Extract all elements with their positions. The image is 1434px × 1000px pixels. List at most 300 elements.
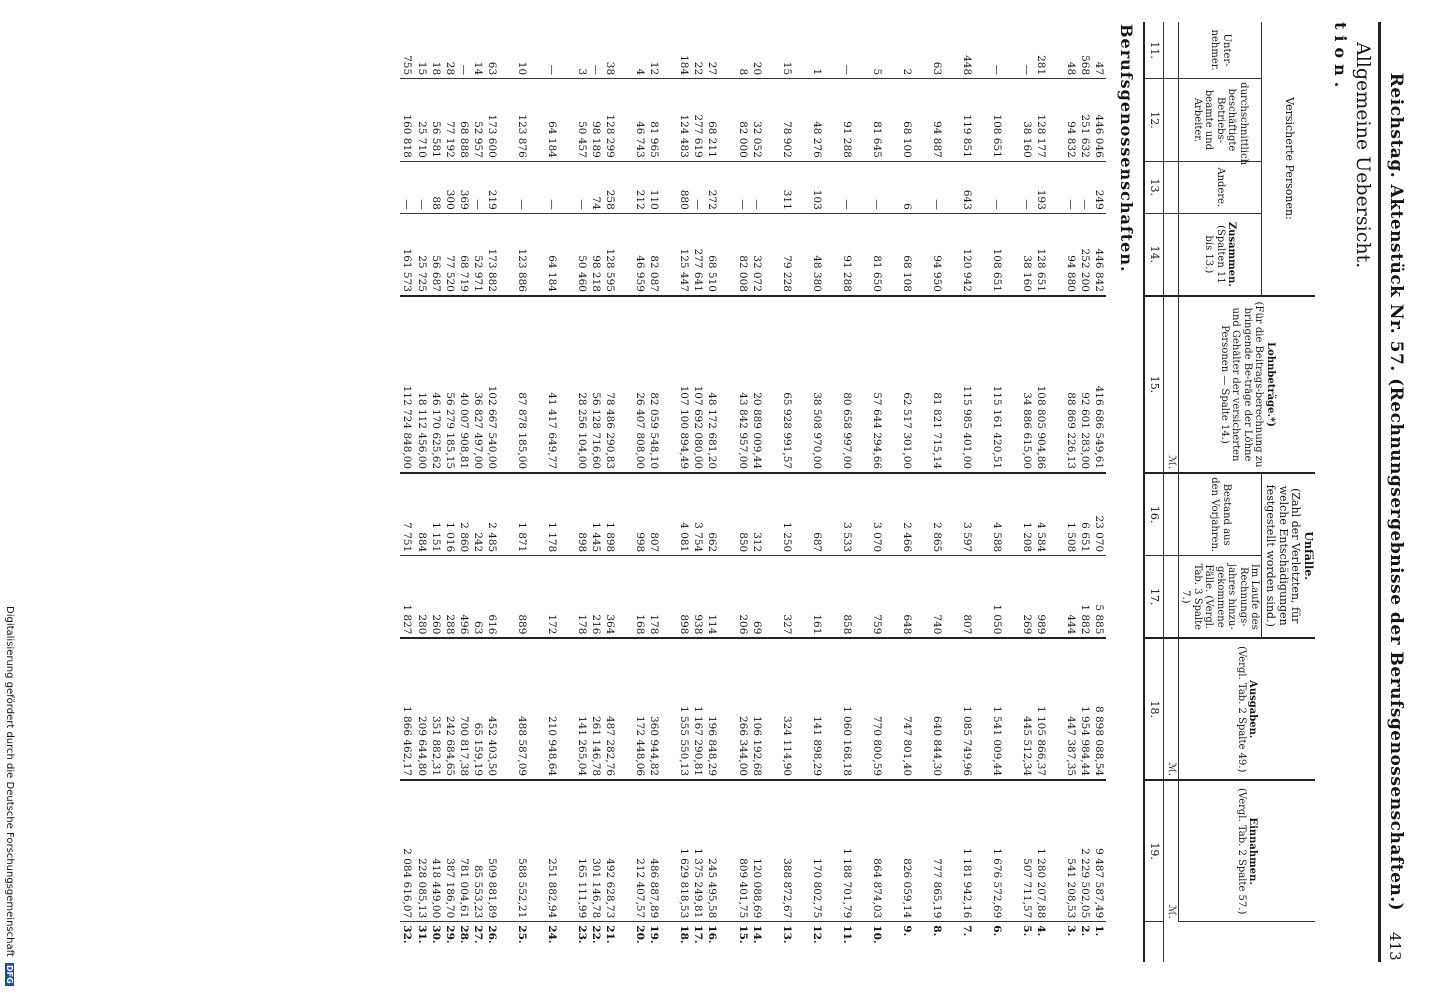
- cell-c12: 123 876: [515, 79, 529, 162]
- cell-c14: 25 725: [414, 213, 428, 296]
- cell-c16: 1 016: [443, 473, 457, 556]
- cell-c14: 68 510: [705, 213, 719, 296]
- header-ausgaben: [1178, 638, 1315, 780]
- cell-c14: 446 842: [1092, 213, 1106, 296]
- cell-c12: 38 160: [1020, 79, 1034, 162]
- cell-c11: 15: [780, 22, 794, 79]
- cell-c12: 64 184: [545, 79, 559, 162]
- group-header-unfaelle-title: Unfälle.: [1302, 531, 1315, 581]
- cell-c19: 165 111,99: [575, 780, 589, 922]
- cell-c12: 52 957: [471, 79, 485, 162]
- cell-c19: 2 229 502,05: [1078, 780, 1092, 922]
- cell-c11: 448: [960, 22, 974, 79]
- cell-c16: 662: [705, 473, 719, 556]
- cell-c17: 1 827: [400, 556, 414, 639]
- cell-c13: —: [414, 161, 428, 213]
- cell-c18: 141 265,04: [575, 638, 589, 780]
- cell-c15: 62 517 301,00: [900, 296, 914, 473]
- cell-c17: 1 050: [990, 556, 1004, 639]
- cell-c19: 1 375 249,81: [691, 780, 705, 922]
- cell-c15: 80 658 997,00: [840, 296, 854, 473]
- cell-c15: 102 667 540,00: [485, 296, 499, 473]
- header-ausgaben-title: Ausgaben.: [1247, 680, 1259, 739]
- cell-c13: —: [1064, 161, 1078, 213]
- cell-c12: 46 743: [633, 79, 647, 162]
- table-row: [840, 22, 854, 962]
- row-number: 18.: [678, 925, 691, 944]
- table-row: [633, 22, 647, 962]
- cell-c16: 3 533: [840, 473, 854, 556]
- cell-c19: 245 495,58: [705, 780, 719, 922]
- cell-c19: 251 882,94: [545, 780, 559, 922]
- group-gap: [884, 22, 900, 962]
- cell-c17: 807: [960, 556, 974, 639]
- cell-c11: 281: [1034, 22, 1048, 79]
- cell-c16: 1 208: [1020, 473, 1034, 556]
- row-number: 20.: [634, 925, 647, 944]
- cell-c14: 161 573: [400, 213, 414, 296]
- cell-c17: 444: [1064, 556, 1078, 639]
- cell-c19: 388 872,67: [780, 780, 794, 922]
- row-number: 26.: [485, 925, 498, 944]
- cell-c15: 26 407 808,00: [633, 296, 647, 473]
- cell-c16: 2 860: [457, 473, 471, 556]
- cell-c13: —: [870, 161, 884, 213]
- row-number: 24.: [545, 925, 558, 944]
- cell-c14: 68 108: [900, 213, 914, 296]
- header-durchschnittlich: durchschnittlich beschäftigte Betriebs-beamte und Arbeiter.: [1178, 79, 1262, 162]
- cell-c15: 46 170 625,62: [429, 296, 443, 473]
- cell-c14: 98 218: [589, 213, 603, 296]
- cell-c18: 324 114,90: [780, 638, 794, 780]
- group-gap: [719, 22, 735, 962]
- cell-c13: —: [840, 161, 854, 213]
- table-row: [900, 22, 914, 962]
- cell-c13: —: [1020, 161, 1034, 213]
- cell-c15: 41 417 649,77: [545, 296, 559, 473]
- cell-c12: 25 710: [414, 79, 428, 162]
- table-row: [647, 22, 661, 962]
- cell-c16: 312: [750, 473, 764, 556]
- cell-c13: 880: [677, 161, 691, 213]
- cell-c16: 3 070: [870, 473, 884, 556]
- table-row: [1034, 22, 1048, 962]
- cell-c15: 108 805 904,86: [1034, 296, 1048, 473]
- cell-c13: 212: [633, 161, 647, 213]
- cell-c18: 196 848,29: [705, 638, 719, 780]
- cell-c18: 209 644,80: [414, 638, 428, 780]
- row-number: 5.: [1021, 925, 1034, 937]
- cell-c13: —: [735, 161, 749, 213]
- cell-c11: —: [1020, 22, 1034, 79]
- cell-c19: 228 085,13: [414, 780, 428, 922]
- cell-c12: 81 965: [647, 79, 661, 162]
- running-head: Reichstag. Aktenstück Nr. 57. (Rechnungsergebnisse der Berufsgenossenschaften.): [1386, 72, 1406, 912]
- header-bestand: Bestand aus den Vorjahren.: [1178, 473, 1262, 556]
- table-row: [930, 22, 944, 962]
- cell-c18: 700 817,38: [457, 638, 471, 780]
- group-gap: [764, 22, 780, 962]
- cell-c16: 4 584: [1034, 473, 1048, 556]
- group-gap: [794, 22, 810, 962]
- cell-c13: 272: [705, 161, 719, 213]
- cell-c12: 82 000: [735, 79, 749, 162]
- cell-c11: 12: [647, 22, 661, 79]
- cell-c17: 161: [810, 556, 824, 639]
- page-number: 413: [1386, 932, 1404, 961]
- header-lohnbetraege-sub: (Für die Beitrags-berechnung zu bringende Be-träge der Löhne und Gehälter der versicherten Personen — Spalte 14.): [1218, 301, 1265, 468]
- cell-c14: 125 447: [677, 213, 691, 296]
- cell-c19: 1 280 207,88: [1034, 780, 1048, 922]
- row-number: 22.: [590, 925, 603, 944]
- cell-c11: 8: [735, 22, 749, 79]
- cell-c16: 1 445: [589, 473, 603, 556]
- cell-c11: 184: [677, 22, 691, 79]
- cell-c16: 23 070: [1092, 473, 1106, 556]
- cell-c16: 242: [471, 473, 485, 556]
- cell-c17: 178: [575, 556, 589, 639]
- group-gap: [824, 22, 840, 962]
- header-ausgaben-sub: (Vergl. Tab. 2 Spalte 49.): [1235, 646, 1247, 773]
- cell-c11: 4: [633, 22, 647, 79]
- cell-c15: 107 100 894,49: [677, 296, 691, 473]
- cell-c17: 759: [870, 556, 884, 639]
- cell-c19: 864 874,03: [870, 780, 884, 922]
- cell-c12: 94 887: [930, 79, 944, 162]
- cell-c19: 170 802,75: [810, 780, 824, 922]
- group-gap: [914, 22, 930, 962]
- cell-c18: 172 448,06: [633, 638, 647, 780]
- cell-c11: 5: [870, 22, 884, 79]
- cell-c18: 487 282,76: [603, 638, 617, 780]
- cell-c15: 34 886 615,00: [1020, 296, 1034, 473]
- cell-c18: 1 060 168,18: [840, 638, 854, 780]
- cell-c13: 193: [1034, 161, 1048, 213]
- table-row: [810, 22, 824, 962]
- cell-c11: 3: [575, 22, 589, 79]
- cell-c18: 1 555 550,13: [677, 638, 691, 780]
- column-number: 12.: [1144, 79, 1164, 162]
- cell-c14: 77 520: [443, 213, 457, 296]
- rotated-content: [265, 22, 1405, 962]
- group-gap: [944, 22, 960, 962]
- cell-c17: 206: [735, 556, 749, 639]
- row-number: 2.: [1079, 925, 1092, 937]
- cell-c17: 216: [589, 556, 603, 639]
- row-number: 6.: [991, 925, 1004, 937]
- cell-c13: —: [515, 161, 529, 213]
- row-number: 29.: [443, 925, 456, 944]
- cell-c11: 10: [515, 22, 529, 79]
- cell-c15: 48 172 681,20: [705, 296, 719, 473]
- cell-c11: 48: [1064, 22, 1078, 79]
- row-number: 12.: [810, 925, 823, 944]
- cell-c19: 418 449,00: [429, 780, 443, 922]
- row-number: 15.: [736, 925, 749, 944]
- cell-c15: 18 112 456,00: [414, 296, 428, 473]
- cell-c11: —: [457, 22, 471, 79]
- table-row: [589, 22, 603, 962]
- cell-c17: 5 885: [1092, 556, 1106, 639]
- cell-c18: 360 944,82: [647, 638, 661, 780]
- cell-c12: 48 276: [810, 79, 824, 162]
- cell-c13: —: [575, 161, 589, 213]
- cell-c13: —: [930, 161, 944, 213]
- cell-c16: 4 081: [677, 473, 691, 556]
- header-einnahmen-sub: (Vergl. Tab. 2 Spalte 57.): [1235, 788, 1247, 915]
- group-gap: [559, 22, 575, 962]
- cell-c12: 124 483: [677, 79, 691, 162]
- cell-c15: 56 128 716,60: [589, 296, 603, 473]
- cell-c14: 82 087: [647, 213, 661, 296]
- cell-c12: 68 100: [900, 79, 914, 162]
- cell-c13: —: [750, 161, 764, 213]
- cell-c15: 115 985 401,00: [960, 296, 974, 473]
- cell-c12: 173 600: [485, 79, 499, 162]
- header-andere: Andere.: [1178, 161, 1262, 213]
- cell-c11: 18: [429, 22, 443, 79]
- cell-c12: 68 211: [705, 79, 719, 162]
- cell-c17: 327: [780, 556, 794, 639]
- cell-c14: 82 008: [735, 213, 749, 296]
- cell-c15: 28 256 104,00: [575, 296, 589, 473]
- table-row: [545, 22, 559, 962]
- cell-c13: —: [691, 161, 705, 213]
- table-row: [705, 22, 719, 962]
- cell-c16: 898: [575, 473, 589, 556]
- cell-c16: 1 250: [780, 473, 794, 556]
- cell-c18: 452 403,50: [485, 638, 499, 780]
- cell-c15: 82 059 548,10: [647, 296, 661, 473]
- header-zusammen: [1178, 213, 1262, 296]
- cell-c16: 1 898: [603, 473, 617, 556]
- cell-c19: 1 629 818,53: [677, 780, 691, 922]
- cell-c19: 120 088,69: [750, 780, 764, 922]
- cell-c11: 2: [900, 22, 914, 79]
- table-row: [1020, 22, 1034, 962]
- cell-c16: 7 751: [400, 473, 414, 556]
- cell-c15: 416 686 549,61: [1092, 296, 1106, 473]
- table-row: [780, 22, 794, 962]
- cell-c12: 68 888: [457, 79, 471, 162]
- group-gap: [1004, 22, 1020, 962]
- header-zusammen-sub: (Spalten 11 bis 13.): [1203, 225, 1226, 284]
- cell-c15: 43 842 957,00: [735, 296, 749, 473]
- cell-c18: 106 192,68: [750, 638, 764, 780]
- column-title: tion.: [1331, 22, 1350, 94]
- row-number: 28.: [457, 925, 470, 944]
- credit-text: Digitalisierung gefördert durch die Deutsche Forschungsgemeinschaft: [4, 606, 15, 957]
- cell-c11: 755: [400, 22, 414, 79]
- cell-c18: 210 948,64: [545, 638, 559, 780]
- table-row: [575, 22, 589, 962]
- group-gap: [854, 22, 870, 962]
- table-row: [443, 22, 457, 962]
- cell-c12: 108 651: [990, 79, 1004, 162]
- cell-c16: 1 151: [429, 473, 443, 556]
- cell-c14: 64 184: [545, 213, 559, 296]
- table-row: [603, 22, 617, 962]
- cell-c17: 280: [414, 556, 428, 639]
- unit-mark: ℳ.: [1164, 296, 1179, 473]
- unit-mark: ℳ.: [1164, 638, 1179, 780]
- cell-c13: 219: [485, 161, 499, 213]
- cell-c13: 369: [457, 161, 471, 213]
- group-gap: [974, 22, 990, 962]
- cell-c18: 261 146,78: [589, 638, 603, 780]
- cell-c19: 1 181 942,16: [960, 780, 974, 922]
- cell-c19: 85 553,23: [471, 780, 485, 922]
- cell-c19: 301 146,78: [589, 780, 603, 922]
- cell-c14: 94 880: [1064, 213, 1078, 296]
- column-number: 11.: [1144, 22, 1164, 79]
- column-number: 16.: [1144, 473, 1164, 556]
- table-body: [400, 22, 1143, 962]
- header-unternehmer: Unter-nehmer.: [1178, 22, 1262, 79]
- header-einnahmen: [1178, 780, 1315, 922]
- overview-title: Allgemeine Uebersicht.: [1352, 42, 1374, 269]
- row-number: 30.: [429, 925, 442, 944]
- cell-c18: 447 387,35: [1064, 638, 1078, 780]
- statistics-table: [400, 22, 1315, 962]
- row-number: 10.: [870, 925, 883, 944]
- row-number: 31.: [415, 925, 428, 944]
- cell-c17: 260: [429, 556, 443, 639]
- cell-c12: 251 632: [1078, 79, 1092, 162]
- cell-c14: 79 228: [780, 213, 794, 296]
- cell-c11: 1: [810, 22, 824, 79]
- cell-c13: 311: [780, 161, 794, 213]
- column-number: 14.: [1144, 213, 1164, 296]
- cell-c19: 9 487 587,49: [1092, 780, 1106, 922]
- group-gap: [617, 22, 633, 962]
- cell-c16: 807: [647, 473, 661, 556]
- cell-c12: 94 832: [1064, 79, 1078, 162]
- cell-c17: 364: [603, 556, 617, 639]
- cell-c15: 78 486 290,83: [603, 296, 617, 473]
- cell-c18: 242 684,65: [443, 638, 457, 780]
- cell-c16: 3 754: [691, 473, 705, 556]
- cell-c15: 57 644 294,66: [870, 296, 884, 473]
- cell-c16: 1 178: [545, 473, 559, 556]
- cell-c13: —: [471, 161, 485, 213]
- cell-c17: 616: [485, 556, 499, 639]
- cell-c14: 128 651: [1034, 213, 1048, 296]
- header-einnahmen-title: Einnahmen.: [1247, 817, 1259, 885]
- header-lohnbetraege: [1178, 296, 1315, 473]
- cell-c15: 92 601 283,00: [1078, 296, 1092, 473]
- header-lohnbetraege-title: Lohnbeträge.*): [1264, 342, 1276, 427]
- cell-c17: 288: [443, 556, 457, 639]
- section-label: Berufsgenossenschaften.: [1116, 24, 1136, 273]
- cell-c15: 40 007 908,81: [457, 296, 471, 473]
- header-rule: [1378, 22, 1381, 962]
- table-row: [1078, 22, 1092, 962]
- cell-c12: 56 581: [429, 79, 443, 162]
- cell-c16: 1 871: [515, 473, 529, 556]
- cell-c11: —: [840, 22, 854, 79]
- cell-c12: 81 645: [870, 79, 884, 162]
- header-zusammen-title: Zusammen.: [1226, 221, 1238, 287]
- cell-c18: 488 587,09: [515, 638, 529, 780]
- row-number: 8.: [930, 925, 943, 937]
- cell-c14: 123 886: [515, 213, 529, 296]
- cell-c18: 1 085 749,96: [960, 638, 974, 780]
- cell-c11: —: [589, 22, 603, 79]
- cell-c11: 15: [414, 22, 428, 79]
- row-number: 27.: [471, 925, 484, 944]
- column-number: 17.: [1144, 556, 1164, 639]
- cell-c11: —: [545, 22, 559, 79]
- row-number: 14.: [750, 925, 763, 944]
- header-zugang: Im Laufe des Rechnungs-jahres hinzu-gekommene Fälle. (Vergl. Tab. 3 Spalte 7.): [1178, 556, 1262, 639]
- cell-c19: 826 059,14: [900, 780, 914, 922]
- table-row: [414, 22, 428, 962]
- cell-c15: 20 889 009,44: [750, 296, 764, 473]
- cell-c15: 107 692 080,00: [691, 296, 705, 473]
- cell-c17: 168: [633, 556, 647, 639]
- cell-c19: 387 186,70: [443, 780, 457, 922]
- cell-c17: 63: [471, 556, 485, 639]
- cell-c11: —: [990, 22, 1004, 79]
- cell-c12: 32 052: [750, 79, 764, 162]
- cell-c13: —: [990, 161, 1004, 213]
- cell-c12: 77 192: [443, 79, 457, 162]
- row-number: 11.: [840, 925, 853, 944]
- cell-c14: 173 882: [485, 213, 499, 296]
- cell-c13: 88: [429, 161, 443, 213]
- row-number: 23.: [576, 925, 589, 944]
- cell-c14: 108 651: [990, 213, 1004, 296]
- cell-c15: 88 869 226,13: [1064, 296, 1078, 473]
- cell-c11: 20: [750, 22, 764, 79]
- cell-c11: 63: [485, 22, 499, 79]
- cell-c15: 36 827 497,00: [471, 296, 485, 473]
- cell-c16: 687: [810, 473, 824, 556]
- cell-c19: 486 887,89: [647, 780, 661, 922]
- cell-c18: 8 898 088,54: [1092, 638, 1106, 780]
- cell-c15: 112 724 848,00: [400, 296, 414, 473]
- cell-c17: 1 882: [1078, 556, 1092, 639]
- cell-c17: 269: [1020, 556, 1034, 639]
- cell-c14: 32 072: [750, 213, 764, 296]
- cell-c16: 2 485: [485, 473, 499, 556]
- cell-c12: 78 902: [780, 79, 794, 162]
- table-row: [457, 22, 471, 962]
- cell-c17: 114: [705, 556, 719, 639]
- table-row: [429, 22, 443, 962]
- cell-c12: 50 457: [575, 79, 589, 162]
- cell-c14: 56 687: [429, 213, 443, 296]
- cell-c19: 492 628,73: [603, 780, 617, 922]
- cell-c18: 747 801,40: [900, 638, 914, 780]
- cell-c15: 87 878 185,00: [515, 296, 529, 473]
- cell-c16: 6 651: [1078, 473, 1092, 556]
- cell-c12: 119 851: [960, 79, 974, 162]
- row-number: 13.: [780, 925, 793, 944]
- table-row: [1092, 22, 1106, 962]
- column-number: 18.: [1144, 638, 1164, 780]
- cell-c13: 258: [603, 161, 617, 213]
- cell-c17: 938: [691, 556, 705, 639]
- table-row: [1064, 22, 1078, 962]
- cell-c14: 120 942: [960, 213, 974, 296]
- cell-c16: 884: [414, 473, 428, 556]
- group-gap: [529, 22, 545, 962]
- cell-c19: 588 552,21: [515, 780, 529, 922]
- cell-c17: 898: [677, 556, 691, 639]
- cell-c12: 128 299: [603, 79, 617, 162]
